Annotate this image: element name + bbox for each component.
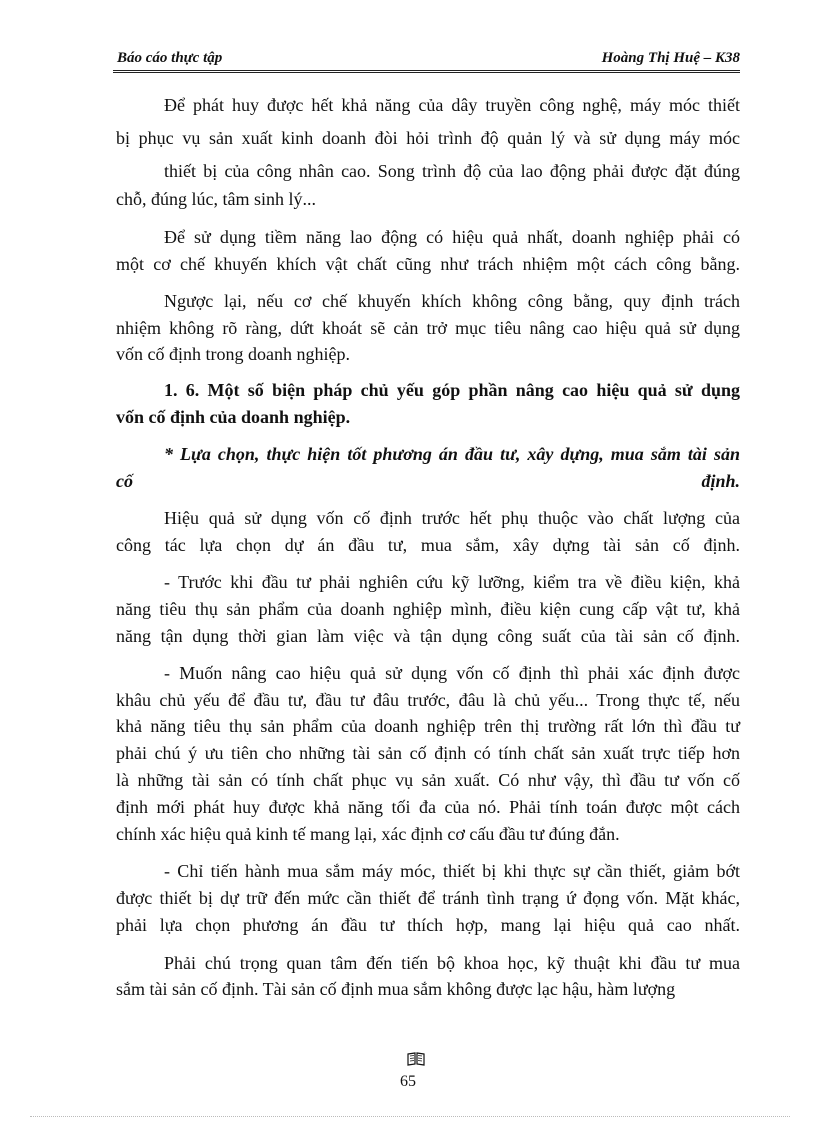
text-line: Để sử dụng tiềm năng lao động có hiệu quả nhất, doanh nghiệp phải có [164,227,740,247]
text-line: năng tiêu thụ sản phẩm của doanh nghiệp mình, điều kiện cung cấp vật tư, khả [116,599,740,619]
section-heading: 1. 6. Một số biện pháp chủ yếu góp phần nâng cao hiệu quả sử dụng [164,380,740,400]
book-icon [407,1052,425,1066]
text-line: định mới phát huy được khả năng tối đa của nó. Phải tính toán được một cách [116,797,740,817]
text-line: nhiệm không rõ ràng, dứt khoát sẽ cản trở mục tiêu nâng cao hiệu quả sử dụng [116,318,740,338]
subheading: * Lựa chọn, thực hiện tốt phương án đầu tư, xây dựng, mua sắm tài sản [164,444,740,464]
page-number: 65 [400,1073,416,1090]
text-line: Phải chú trọng quan tâm đến tiến bộ khoa học, kỹ thuật khi đầu tư mua [164,953,740,973]
subheading-left: cố [116,471,133,491]
text-line: một cơ chế khuyến khích vật chất cũng như trách nhiệm một cách công bằng. [116,254,740,274]
text-line: sắm tài sản cố định. Tài sản cố định mua sắm không được lạc hậu, hàm lượng [116,979,676,999]
page-bottom-divider [30,1116,790,1117]
text-line: công tác lựa chọn dự án đầu tư, mua sắm, xây dựng tài sản cố định. [116,535,740,555]
text-line: là những tài sản có tính chất phục vụ sản xuất. Có như vậy, thì đầu tư vốn cố [116,770,740,790]
text-line: vốn cố định trong doanh nghiệp. [116,344,350,364]
section-heading: vốn cố định của doanh nghiệp. [116,407,351,427]
text-line: khâu chủ yếu để đầu tư, đầu tư đâu trước, đâu là chủ yếu... Trong thực tế, nếu [116,690,740,710]
text-line: chính xác hiệu quả kinh tế mang lại, xác định cơ cấu đầu tư đúng đắn. [116,824,620,844]
text-line: bị phục vụ sản xuất kinh doanh đòi hỏi trình độ quản lý và sử dụng máy móc [116,128,740,148]
text-line: Hiệu quả sử dụng vốn cố định trước hết phụ thuộc vào chất lượng của [164,508,740,528]
text-line: phải lựa chọn phương án đầu tư thích hợp, mang lại hiệu quả cao nhất. [116,915,740,935]
header-report-title: Báo cáo thực tập [117,50,223,66]
text-line: Để phát huy được hết khả năng của dây truyền công nghệ, máy móc thiết [164,95,740,115]
text-line: - Muốn nâng cao hiệu quả sử dụng vốn cố định thì phải xác định được [164,663,740,683]
text-line: được thiết bị dự trữ đến mức cần thiết để tránh tình trạng ứ đọng vốn. Mặt khác, [116,888,740,908]
text-line: năng tận dụng thời gian làm việc và tận dụng công suất của tài sản cố định. [116,626,740,646]
text-line: khả năng tiêu thụ sản phẩm của doanh nghiệp trên thị trường rất lớn thì đầu tư [116,716,740,736]
text-line: thiết bị của công nhân cao. Song trình độ của lao động phải được đặt đúng [164,161,740,181]
text-line: phải chú ý ưu tiên cho những tài sản cố định có tính chất sản xuất trực tiếp hơn [116,743,740,763]
subheading-right: định. [701,471,740,491]
page-header [113,48,740,73]
header-author: Hoàng Thị Huệ – K38 [601,50,740,66]
text-line: Ngược lại, nếu cơ chế khuyến khích không công bằng, quy định trách [164,291,740,311]
text-line: - Trước khi đầu tư phải nghiên cứu kỹ lưỡng, kiểm tra về điều kiện, khả [164,572,740,592]
text-line: chỗ, đúng lúc, tâm sinh lý... [116,189,316,209]
text-line: - Chỉ tiến hành mua sắm máy móc, thiết bị khi thực sự cần thiết, giảm bớt [164,861,740,881]
